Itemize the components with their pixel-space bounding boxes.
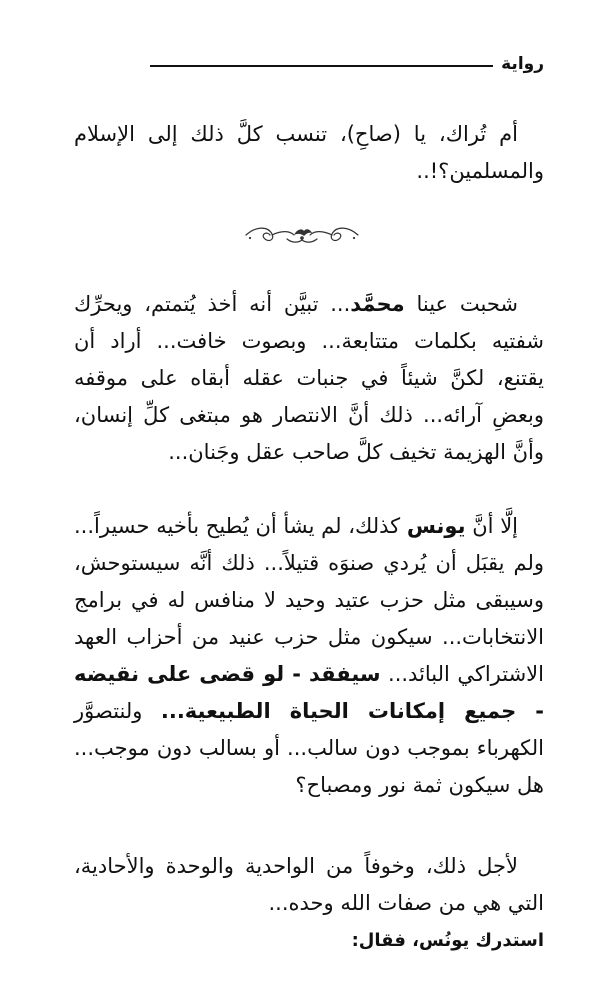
paragraph-4-text: لأجل ذلك، وخوفاً من الواحدية والوحدة والأحادية، التي هي من صفات الله وحده... <box>74 854 544 915</box>
paragraph-3-end: ولنتصوَّر الكهرباء بموجب دون سالب... أو بسالب دون موجب... هل سيكون ثمة نور ومصباح؟ <box>74 699 544 797</box>
paragraph-3 <box>74 508 544 804</box>
paragraph-1-text: أم تُراك، يا (صاحِ)، تنسب كلَّ ذلك إلى الإسلام والمسلمين؟!.. <box>74 122 544 183</box>
paragraph-2 <box>74 286 544 471</box>
paragraph-3-text <box>74 508 544 804</box>
header-rule <box>150 65 493 67</box>
paragraph-2-start: شحبت عينا <box>404 292 518 316</box>
running-header <box>150 50 544 78</box>
paragraph-4-last-line: استدرك يونُس، فقال: <box>351 930 544 951</box>
paragraph-4 <box>74 848 544 959</box>
character-name-yunus: يونس <box>406 514 466 538</box>
header-title: رواية <box>501 54 544 74</box>
paragraph-3-middle: كذلك، لم يشأ أن يُطيح بأخيه حسيراً... ولم يقبَل أن يُردي صنوَه قتيلاً... ذلك أنَّه سيستوحش، وسيبقى مثل حزب عتيد وحيد لا منافس له في برامج الانتخابات... سيكون مثل حزب عنيد من أحزاب العهد الاشتراكي البائد... <box>74 514 544 686</box>
character-name-muhammad: محمَّد <box>350 292 405 316</box>
paragraph-2-rest: ... تبيَّن أنه أخذ يُتمتم، ويحرِّك شفتيه بكلمات متتابعة... وبصوت خافت... أراد أن يقتنع، لكنَّ شيئاً في جنبات عقله أبقاه على موقفه وبعضِ آرائه... ذلك أنَّ الانتصار هو مبتغى كلِّ إنسان، وأنَّ الهزيمة تخيف كلَّ صاحب عقل وجَنان... <box>74 292 544 464</box>
floral-divider-icon <box>242 222 362 248</box>
paragraph-3-bold-phrase: سيفقد - لو قضى على نقيضه - جميع إمكانات الحياة الطبيعية... <box>74 662 544 723</box>
paragraph-2-text <box>74 286 544 471</box>
paragraph-3-start: إلَّا أنَّ <box>465 514 518 538</box>
paragraph-1 <box>74 116 544 190</box>
